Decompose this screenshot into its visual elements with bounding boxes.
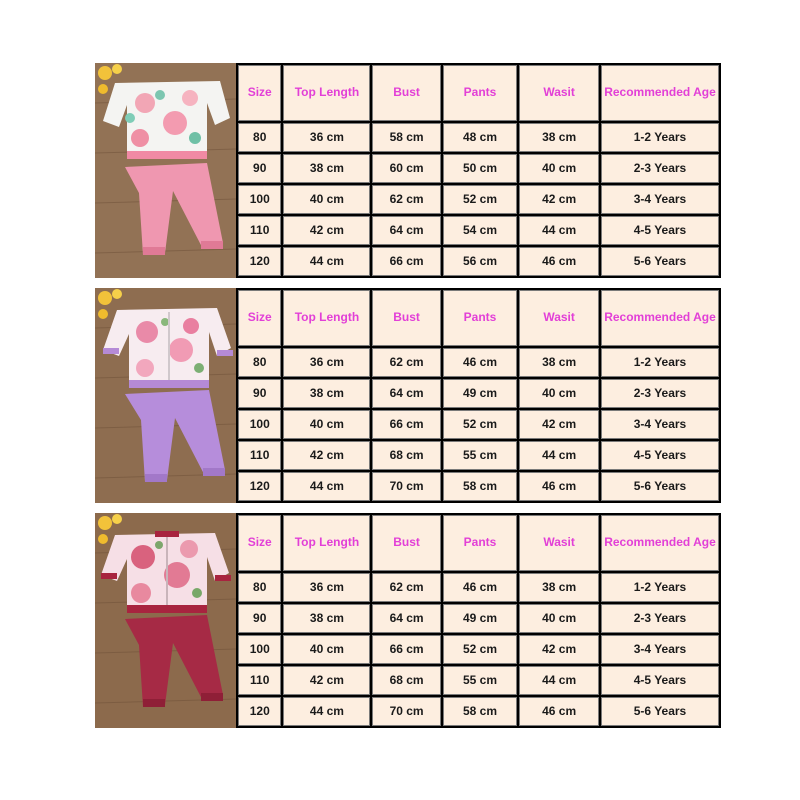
cell-waist: 46 cm xyxy=(519,472,599,501)
header-bust: Bust xyxy=(372,65,440,121)
cell-bust: 58 cm xyxy=(372,123,440,152)
size-table-pink xyxy=(236,63,721,278)
cell-top-length: 40 cm xyxy=(283,635,370,664)
cell-waist: 38 cm xyxy=(519,123,599,152)
cell-pants: 49 cm xyxy=(443,604,518,633)
header-pants: Pants xyxy=(443,515,518,571)
cell-size: 90 xyxy=(238,379,281,408)
cell-bust: 64 cm xyxy=(372,379,440,408)
cell-age: 4-5 Years xyxy=(601,666,719,695)
cell-age: 3-4 Years xyxy=(601,185,719,214)
cell-pants: 56 cm xyxy=(443,247,518,276)
table-row xyxy=(238,635,719,664)
table-header-row xyxy=(238,515,719,571)
cell-waist: 44 cm xyxy=(519,441,599,470)
cell-bust: 66 cm xyxy=(372,635,440,664)
cell-pants: 46 cm xyxy=(443,348,518,377)
cell-pants: 58 cm xyxy=(443,697,518,726)
cell-top-length: 36 cm xyxy=(283,348,370,377)
cell-size: 110 xyxy=(238,666,281,695)
cell-waist: 46 cm xyxy=(519,247,599,276)
header-top-length: Top Length xyxy=(283,65,370,121)
size-table-burgundy xyxy=(236,513,721,728)
size-chart-section-burgundy xyxy=(95,513,721,728)
header-size: Size xyxy=(238,65,281,121)
cell-bust: 68 cm xyxy=(372,441,440,470)
cell-top-length: 44 cm xyxy=(283,247,370,276)
cell-waist: 38 cm xyxy=(519,348,599,377)
table-row xyxy=(238,472,719,501)
cell-bust: 70 cm xyxy=(372,472,440,501)
table-row xyxy=(238,379,719,408)
table-header-row xyxy=(238,65,719,121)
cell-age: 5-6 Years xyxy=(601,697,719,726)
cell-top-length: 40 cm xyxy=(283,185,370,214)
cell-bust: 62 cm xyxy=(372,185,440,214)
cell-waist: 38 cm xyxy=(519,573,599,602)
cell-pants: 58 cm xyxy=(443,472,518,501)
header-bust: Bust xyxy=(372,290,440,346)
table-row xyxy=(238,216,719,245)
cell-bust: 68 cm xyxy=(372,666,440,695)
cell-size: 100 xyxy=(238,635,281,664)
table-header-row xyxy=(238,290,719,346)
cell-size: 120 xyxy=(238,472,281,501)
header-top-length: Top Length xyxy=(283,515,370,571)
table-row xyxy=(238,573,719,602)
table-row xyxy=(238,410,719,439)
size-table-wrapper-purple xyxy=(236,288,721,503)
cell-age: 5-6 Years xyxy=(601,472,719,501)
table-row xyxy=(238,604,719,633)
size-chart-section-purple xyxy=(95,288,721,503)
cell-pants: 46 cm xyxy=(443,573,518,602)
table-row xyxy=(238,697,719,726)
cell-age: 2-3 Years xyxy=(601,154,719,183)
table-row xyxy=(238,185,719,214)
cell-waist: 40 cm xyxy=(519,379,599,408)
table-row xyxy=(238,441,719,470)
cell-size: 100 xyxy=(238,185,281,214)
cell-age: 3-4 Years xyxy=(601,410,719,439)
header-waist: Wasit xyxy=(519,65,599,121)
cell-age: 5-6 Years xyxy=(601,247,719,276)
header-waist: Wasit xyxy=(519,515,599,571)
cell-top-length: 42 cm xyxy=(283,216,370,245)
header-waist: Wasit xyxy=(519,290,599,346)
cell-waist: 46 cm xyxy=(519,697,599,726)
cell-bust: 70 cm xyxy=(372,697,440,726)
cell-size: 110 xyxy=(238,216,281,245)
purple-outfit-image xyxy=(95,288,236,503)
cell-pants: 48 cm xyxy=(443,123,518,152)
burgundy-outfit-image xyxy=(95,513,236,728)
cell-pants: 52 cm xyxy=(443,185,518,214)
cell-pants: 52 cm xyxy=(443,410,518,439)
cell-size: 80 xyxy=(238,123,281,152)
cell-age: 4-5 Years xyxy=(601,216,719,245)
cell-bust: 62 cm xyxy=(372,348,440,377)
cell-size: 90 xyxy=(238,604,281,633)
cell-top-length: 44 cm xyxy=(283,697,370,726)
cell-age: 3-4 Years xyxy=(601,635,719,664)
cell-size: 80 xyxy=(238,573,281,602)
cell-top-length: 42 cm xyxy=(283,441,370,470)
cell-bust: 64 cm xyxy=(372,216,440,245)
cell-top-length: 38 cm xyxy=(283,379,370,408)
product-photo-purple-outfit xyxy=(95,288,236,503)
cell-size: 120 xyxy=(238,697,281,726)
cell-waist: 42 cm xyxy=(519,185,599,214)
pink-outfit-image xyxy=(95,63,236,278)
size-chart-section-pink xyxy=(95,63,721,278)
size-table-wrapper-pink xyxy=(236,63,721,278)
cell-age: 1-2 Years xyxy=(601,573,719,602)
cell-waist: 40 cm xyxy=(519,154,599,183)
cell-top-length: 38 cm xyxy=(283,604,370,633)
header-pants: Pants xyxy=(443,290,518,346)
header-recommended-age: Recommended Age xyxy=(601,515,719,571)
cell-pants: 49 cm xyxy=(443,379,518,408)
cell-bust: 62 cm xyxy=(372,573,440,602)
cell-age: 2-3 Years xyxy=(601,379,719,408)
cell-bust: 64 cm xyxy=(372,604,440,633)
cell-waist: 44 cm xyxy=(519,666,599,695)
table-row xyxy=(238,348,719,377)
header-recommended-age: Recommended Age xyxy=(601,290,719,346)
cell-waist: 40 cm xyxy=(519,604,599,633)
cell-top-length: 38 cm xyxy=(283,154,370,183)
table-row xyxy=(238,154,719,183)
header-pants: Pants xyxy=(443,65,518,121)
size-table-purple xyxy=(236,288,721,503)
header-recommended-age: Recommended Age xyxy=(601,65,719,121)
cell-pants: 55 cm xyxy=(443,441,518,470)
table-row xyxy=(238,247,719,276)
product-photo-burgundy-outfit xyxy=(95,513,236,728)
cell-pants: 50 cm xyxy=(443,154,518,183)
cell-top-length: 36 cm xyxy=(283,573,370,602)
cell-size: 110 xyxy=(238,441,281,470)
cell-size: 120 xyxy=(238,247,281,276)
cell-age: 4-5 Years xyxy=(601,441,719,470)
cell-bust: 66 cm xyxy=(372,410,440,439)
header-top-length: Top Length xyxy=(283,290,370,346)
cell-age: 2-3 Years xyxy=(601,604,719,633)
cell-size: 90 xyxy=(238,154,281,183)
header-size: Size xyxy=(238,290,281,346)
header-bust: Bust xyxy=(372,515,440,571)
cell-pants: 52 cm xyxy=(443,635,518,664)
cell-waist: 42 cm xyxy=(519,635,599,664)
cell-top-length: 40 cm xyxy=(283,410,370,439)
cell-waist: 44 cm xyxy=(519,216,599,245)
cell-pants: 55 cm xyxy=(443,666,518,695)
cell-size: 100 xyxy=(238,410,281,439)
cell-waist: 42 cm xyxy=(519,410,599,439)
cell-age: 1-2 Years xyxy=(601,123,719,152)
cell-bust: 60 cm xyxy=(372,154,440,183)
cell-top-length: 42 cm xyxy=(283,666,370,695)
cell-age: 1-2 Years xyxy=(601,348,719,377)
cell-top-length: 36 cm xyxy=(283,123,370,152)
cell-top-length: 44 cm xyxy=(283,472,370,501)
table-row xyxy=(238,123,719,152)
product-photo-pink-outfit xyxy=(95,63,236,278)
table-row xyxy=(238,666,719,695)
header-size: Size xyxy=(238,515,281,571)
cell-pants: 54 cm xyxy=(443,216,518,245)
cell-bust: 66 cm xyxy=(372,247,440,276)
cell-size: 80 xyxy=(238,348,281,377)
size-table-wrapper-burgundy xyxy=(236,513,721,728)
